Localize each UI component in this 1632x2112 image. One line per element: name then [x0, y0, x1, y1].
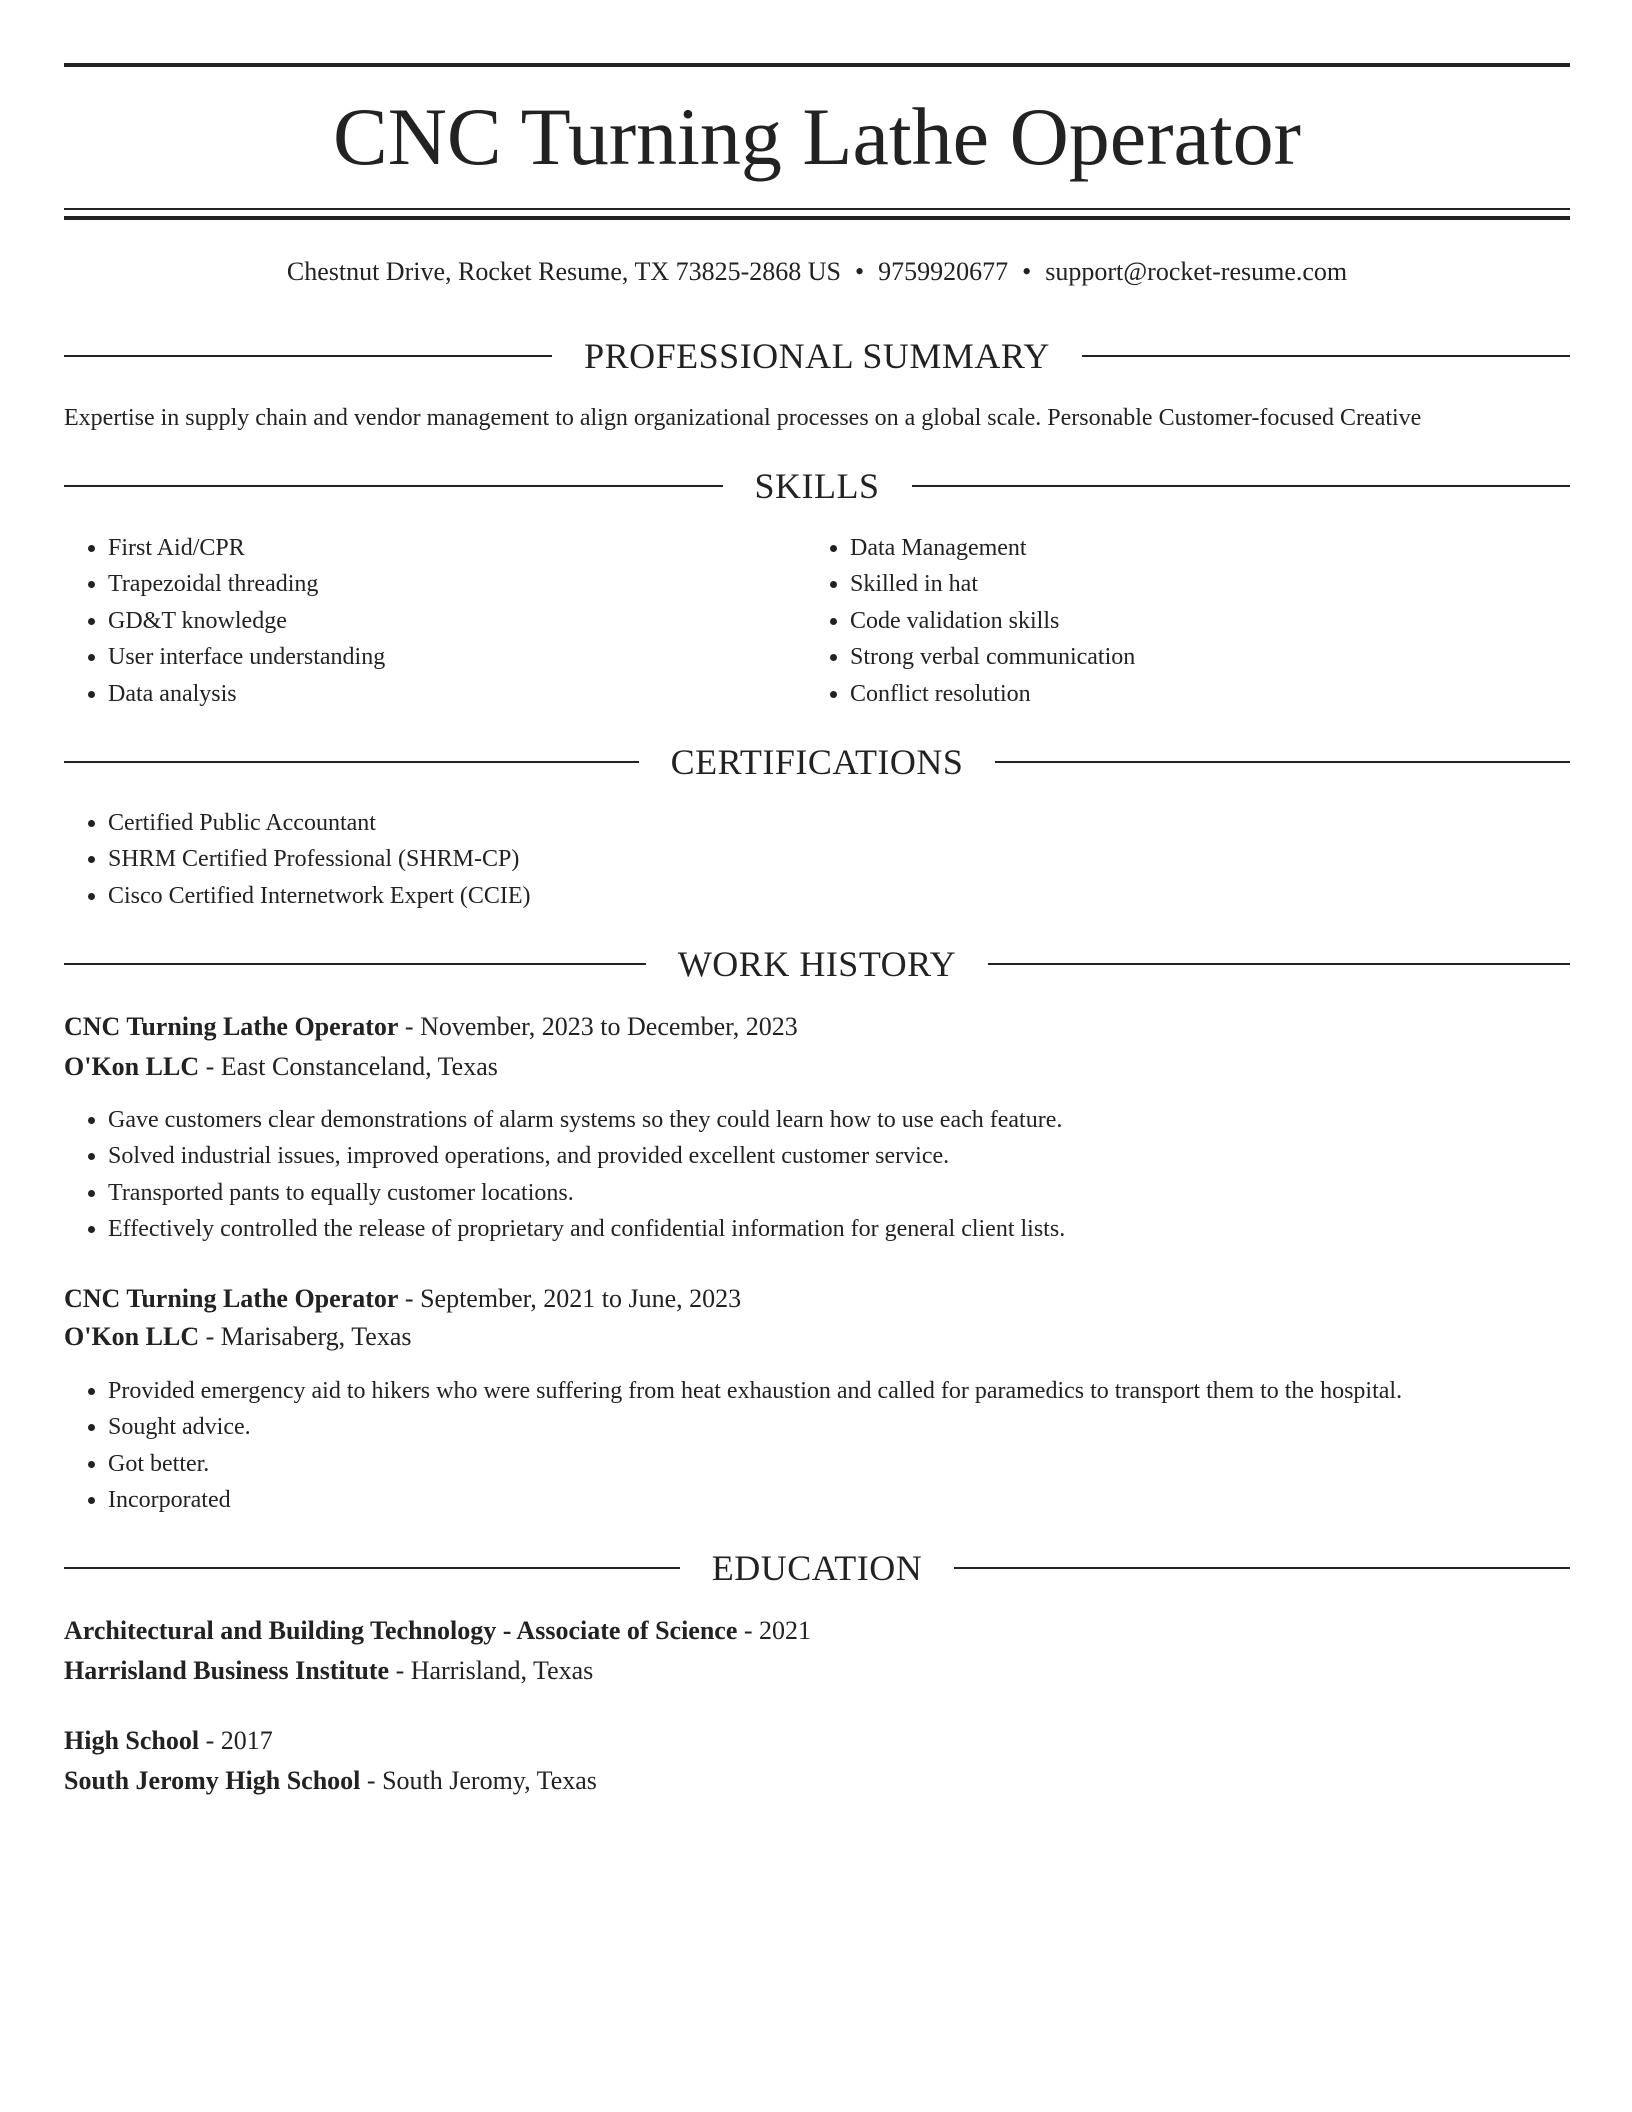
job-bullet: • Gave customers clear demonstrations of alarm systems so they could learn how to use each feature.: [108, 1102, 1588, 1138]
job-location: - East Constanceland, Texas: [199, 1052, 498, 1081]
job-location: - Marisaberg, Texas: [199, 1322, 412, 1351]
skill-item: • Data analysis: [108, 676, 788, 712]
section-divider: [995, 761, 1570, 763]
education-degree-line: [64, 1614, 1570, 1648]
skills-heading: SKILLS: [754, 466, 880, 506]
skill-item: • User interface understanding: [108, 639, 788, 675]
contact-line: [64, 255, 1570, 289]
skills-list-right: [806, 530, 1550, 712]
job-company: O'Kon LLC: [64, 1322, 200, 1351]
section-divider: [64, 1567, 680, 1569]
skills-list-left: [64, 530, 788, 712]
job-title: CNC Turning Lathe Operator: [64, 1284, 399, 1313]
work-section-header: [64, 942, 1570, 986]
skill-item: • Skilled in hat: [850, 566, 1550, 602]
summary-heading: PROFESSIONAL SUMMARY: [584, 336, 1050, 376]
certification-item: • SHRM Certified Professional (SHRM-CP): [108, 841, 1508, 877]
job-title-line: [64, 1010, 1570, 1044]
job-bullet: • Sought advice.: [108, 1409, 1608, 1445]
section-divider: [64, 761, 639, 763]
job-company-line: [64, 1050, 1570, 1084]
education-degree: Architectural and Building Technology - Associate of Science: [64, 1616, 738, 1645]
education-degree-line: [64, 1724, 1570, 1758]
job-company: O'Kon LLC: [64, 1052, 200, 1081]
title-rule-thick: [64, 216, 1570, 220]
skill-item: • First Aid/CPR: [108, 530, 788, 566]
job-bullets: [64, 1102, 1588, 1248]
job-bullet: • Got better.: [108, 1446, 1608, 1482]
certification-item: • Cisco Certified Internetwork Expert (CCIE): [108, 878, 1508, 914]
certifications-list: [64, 805, 1508, 914]
education-location: - Harrisland, Texas: [389, 1656, 594, 1685]
education-section-header: [64, 1546, 1570, 1590]
education-degree: High School: [64, 1726, 200, 1755]
section-divider: [912, 485, 1571, 487]
job-dates: - November, 2023 to December, 2023: [398, 1012, 798, 1041]
contact-address: Chestnut Drive, Rocket Resume, TX 73825-2868 US: [286, 257, 841, 286]
education-heading: EDUCATION: [711, 1548, 923, 1588]
skill-item: • Data Management: [850, 530, 1550, 566]
education-school-line: [64, 1654, 1570, 1688]
contact-email: support@rocket-resume.com: [1045, 257, 1348, 286]
skill-item: • Code validation skills: [850, 603, 1550, 639]
contact-phone: 9759920677: [878, 257, 1009, 286]
summary-text: Expertise in supply chain and vendor management to align organizational processes on a global scale. Personable Customer-focused Creative: [64, 405, 1422, 431]
job-bullet: • Incorporated: [108, 1482, 1608, 1518]
certification-item: • Certified Public Accountant: [108, 805, 1508, 841]
skills-section-header: [64, 464, 1570, 508]
title-rule-thin: [64, 208, 1570, 210]
summary-section-header: [64, 334, 1570, 378]
job-title: CNC Turning Lathe Operator: [64, 1012, 399, 1041]
job-bullet: • Solved industrial issues, improved operations, and provided excellent customer service.: [108, 1138, 1588, 1174]
education-school-line: [64, 1764, 1570, 1798]
section-divider: [954, 1567, 1570, 1569]
job-title-line: [64, 1282, 1570, 1316]
education-year: - 2021: [737, 1616, 812, 1645]
job-bullets: [64, 1373, 1608, 1519]
education-location: - South Jeromy, Texas: [360, 1766, 597, 1795]
certifications-heading: CERTIFICATIONS: [670, 742, 964, 782]
skill-item: • Conflict resolution: [850, 676, 1550, 712]
section-divider: [64, 485, 723, 487]
resume-title: CNC Turning Lathe Operator: [333, 91, 1301, 182]
skill-item: • Trapezoidal threading: [108, 566, 788, 602]
job-bullet: • Provided emergency aid to hikers who were suffering from heat exhaustion and called for paramedics to transport them to the hospital.: [108, 1373, 1608, 1409]
top-rule: [64, 63, 1570, 67]
skill-item: • Strong verbal communication: [850, 639, 1550, 675]
job-bullet: • Transported pants to equally customer locations.: [108, 1175, 1588, 1211]
contact-separator: •: [1022, 257, 1032, 286]
section-divider: [64, 355, 552, 357]
job-dates: - September, 2021 to June, 2023: [398, 1284, 742, 1313]
certifications-section-header: [64, 740, 1570, 784]
skill-item: • GD&T knowledge: [108, 603, 788, 639]
education-year: - 2017: [199, 1726, 273, 1755]
job-company-line: [64, 1320, 1570, 1354]
education-school: South Jeromy High School: [64, 1766, 361, 1795]
contact-separator: •: [855, 257, 865, 286]
section-divider: [64, 963, 646, 965]
education-school: Harrisland Business Institute: [64, 1656, 390, 1685]
section-divider: [988, 963, 1570, 965]
job-bullet: • Effectively controlled the release of proprietary and confidential information for general client lists.: [108, 1211, 1588, 1247]
work-heading: WORK HISTORY: [677, 944, 957, 984]
section-divider: [1082, 355, 1570, 357]
